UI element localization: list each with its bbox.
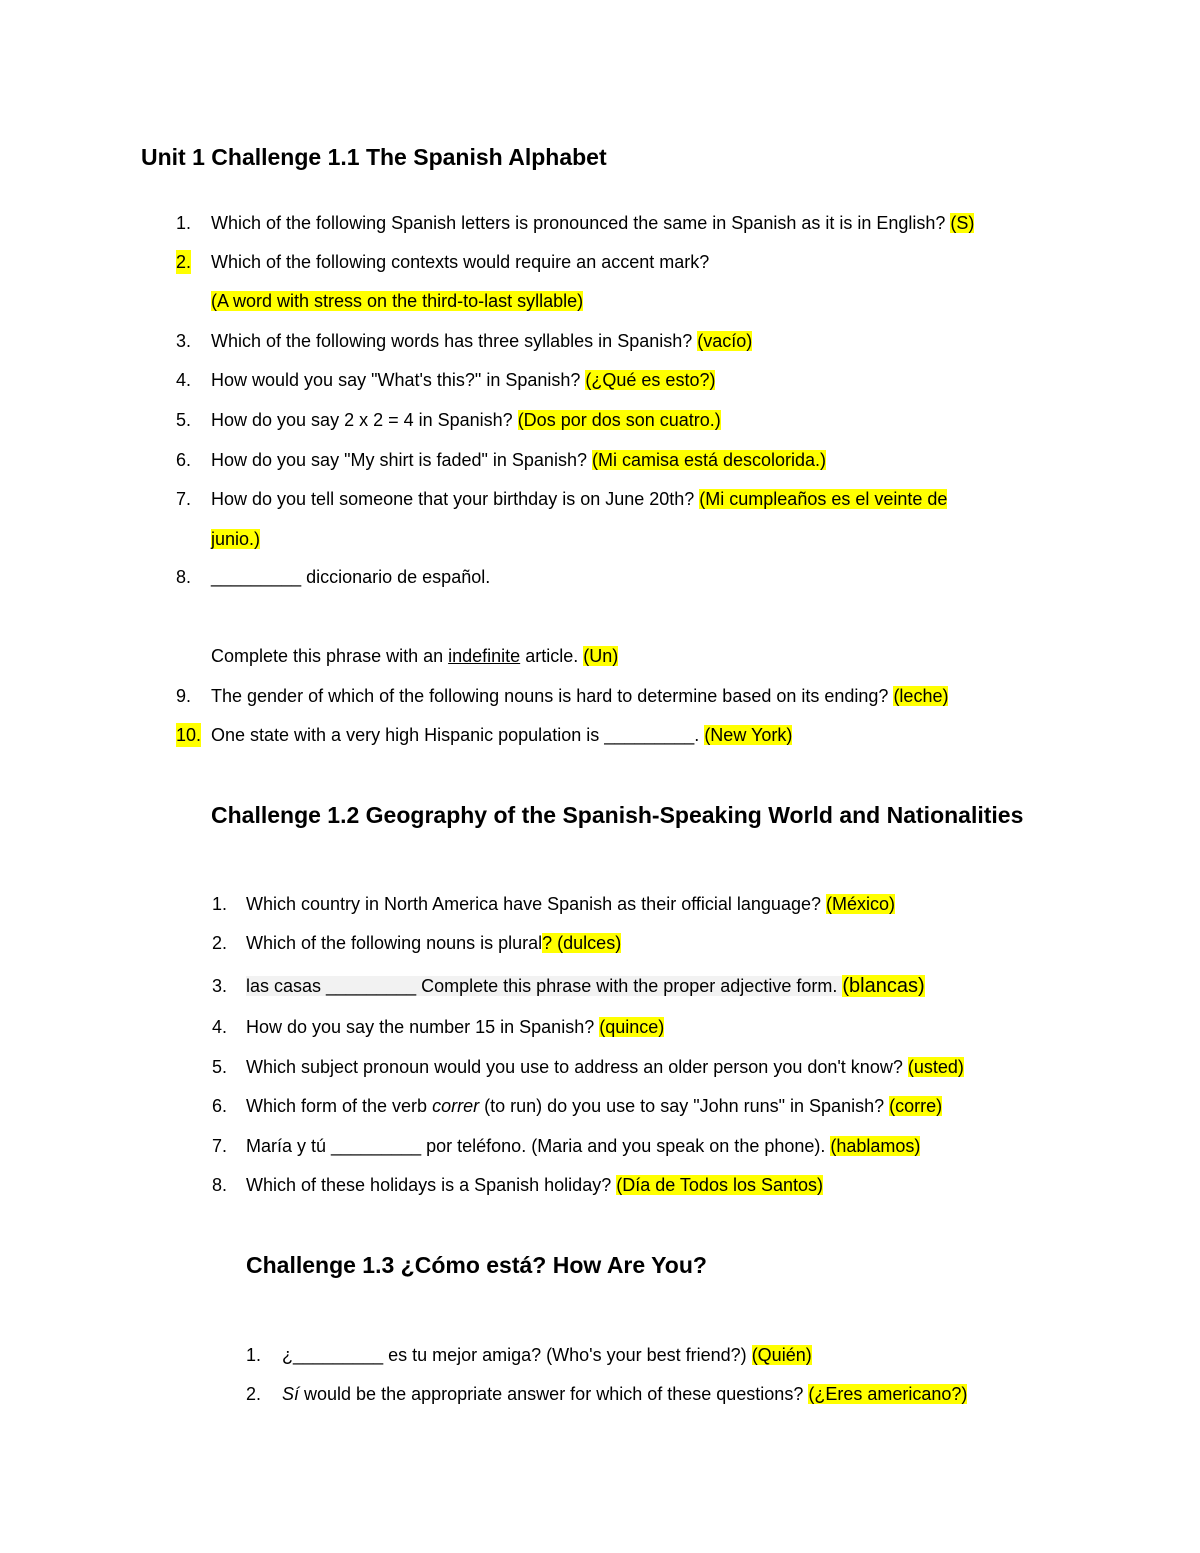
answer-highlight: (corre) — [889, 1096, 943, 1116]
instruction-text: Complete this phrase with an — [211, 646, 449, 666]
s1-item-2-number: 2. — [176, 252, 192, 272]
question-text: Which form of the verb — [246, 1096, 433, 1116]
s1-item-8-instruction — [211, 644, 618, 668]
s1-item-8-number: 8. — [176, 567, 192, 587]
s2-item-6 — [246, 1094, 942, 1118]
question-text: would be the appropriate answer for which of these questions? — [299, 1384, 809, 1404]
question-text: How do you say the number 15 in Spanish? — [246, 1017, 600, 1037]
s1-item-7-answer-continued — [211, 527, 260, 551]
answer-highlight: (Mi cumpleaños es el veinte de — [699, 489, 948, 509]
s1-item-4-number: 4. — [176, 370, 192, 390]
s2-item-3-number: 3. — [212, 976, 228, 996]
answer-highlight: (Quién) — [751, 1345, 812, 1365]
underlined-word: indefinite — [448, 646, 521, 666]
s2-item-8 — [246, 1173, 823, 1197]
question-text: One state with a very high Hispanic population is _________. — [211, 725, 705, 745]
answer-highlight: (usted) — [907, 1057, 964, 1077]
s2-item-1 — [246, 892, 895, 916]
section-3-title: Challenge 1.3 ¿Cómo está? How Are You? — [246, 1252, 707, 1278]
answer-highlight: (México) — [825, 894, 895, 914]
s1-item-6 — [211, 448, 826, 472]
question-text: Which country in North America have Spanish as their official language? — [246, 894, 826, 914]
answer-highlight: (¿Eres americano?) — [808, 1384, 968, 1404]
italic-word: Sí — [282, 1384, 300, 1404]
s2-item-4-number: 4. — [212, 1017, 228, 1037]
s2-item-5 — [246, 1055, 964, 1079]
s1-item-6-number: 6. — [176, 450, 192, 470]
s1-item-9-number: 9. — [176, 686, 192, 706]
s1-item-5 — [211, 408, 721, 432]
answer-highlight: (¿Qué es esto?) — [585, 370, 716, 390]
question-text: _________ diccionario de español. — [211, 567, 491, 587]
s1-item-5-number: 5. — [176, 410, 192, 430]
s1-item-7 — [211, 487, 947, 511]
question-text: Which subject pronoun would you use to address an older person you don't know? — [246, 1057, 908, 1077]
section-2-title: Challenge 1.2 Geography of the Spanish-Speaking World and Nationalities — [211, 802, 1024, 828]
question-text: Which of the following Spanish letters is pronounced the same in Spanish as it is in English? — [211, 213, 951, 233]
answer-highlight: (New York) — [704, 725, 793, 745]
question-text: Which of these holidays is a Spanish holiday? — [246, 1175, 617, 1195]
answer-highlight: ? (dulces) — [542, 933, 622, 953]
question-text: How do you tell someone that your birthday is on June 20th? — [211, 489, 700, 509]
s1-item-9 — [211, 684, 948, 708]
s1-item-2-answer-line — [211, 289, 583, 313]
question-text: How do you say "My shirt is faded" in Spanish? — [211, 450, 592, 470]
answer-highlight: (quince) — [599, 1017, 665, 1037]
answer-highlight: (A word with stress on the third-to-last syllable) — [211, 291, 584, 311]
question-text: las casas _________ Complete this phrase with the proper adjective form. — [246, 976, 843, 996]
italic-word: correr — [432, 1096, 480, 1116]
s1-item-8 — [211, 565, 490, 589]
answer-highlight: (Dos por dos son cuatro.) — [517, 410, 721, 430]
s2-item-5-number: 5. — [212, 1057, 228, 1077]
s2-item-7 — [246, 1134, 920, 1158]
answer-highlight: (hablamos) — [830, 1136, 921, 1156]
s2-item-3 — [246, 974, 925, 998]
answer-highlight: (Mi camisa está descolorida.) — [591, 450, 827, 470]
s1-item-4 — [211, 368, 715, 392]
s1-item-10 — [211, 723, 792, 747]
s1-item-7-number: 7. — [176, 489, 192, 509]
s1-item-3-number: 3. — [176, 331, 192, 351]
question-text: (to run) do you use to say "John runs" in Spanish? — [479, 1096, 890, 1116]
question-text: How do you say 2 x 2 = 4 in Spanish? — [211, 410, 518, 430]
answer-highlight: (Un) — [583, 646, 619, 666]
answer-highlight: (Día de Todos los Santos) — [616, 1175, 823, 1195]
question-text: Which of the following words has three syllables in Spanish? — [211, 331, 698, 351]
s1-item-1-number: 1. — [176, 213, 192, 233]
question-text: The gender of which of the following nouns is hard to determine based on its ending? — [211, 686, 894, 706]
s2-item-8-number: 8. — [212, 1175, 228, 1195]
answer-highlight: (blancas) — [842, 975, 925, 997]
s2-item-2 — [246, 931, 621, 955]
question-text: María y tú _________ por teléfono. (Maria and you speak on the phone). — [246, 1136, 831, 1156]
answer-highlight: (vacío) — [697, 331, 753, 351]
s3-item-1-number: 1. — [246, 1345, 262, 1365]
section-1-title: Unit 1 Challenge 1.1 The Spanish Alphabet — [141, 144, 607, 170]
question-text: Which of the following nouns is plural — [246, 933, 543, 953]
instruction-text: article. — [520, 646, 584, 666]
answer-highlight: junio.) — [211, 529, 261, 549]
s3-item-2 — [282, 1382, 967, 1406]
s2-item-4 — [246, 1015, 664, 1039]
answer-highlight: (S) — [950, 213, 975, 233]
s1-item-10-number: 10. — [176, 725, 202, 745]
answer-highlight: (leche) — [893, 686, 949, 706]
s1-item-1 — [211, 211, 974, 235]
question-text: How would you say "What's this?" in Spanish? — [211, 370, 586, 390]
s2-item-7-number: 7. — [212, 1136, 228, 1156]
s1-item-2 — [211, 250, 709, 274]
s2-item-1-number: 1. — [212, 894, 228, 914]
s3-item-1 — [282, 1343, 812, 1367]
question-text: Which of the following contexts would require an accent mark? — [211, 252, 710, 272]
s2-item-2-number: 2. — [212, 933, 228, 953]
s2-item-6-number: 6. — [212, 1096, 228, 1116]
s3-item-2-number: 2. — [246, 1384, 262, 1404]
s1-item-3 — [211, 329, 752, 353]
question-text: ¿_________ es tu mejor amiga? (Who's your best friend?) — [282, 1345, 752, 1365]
